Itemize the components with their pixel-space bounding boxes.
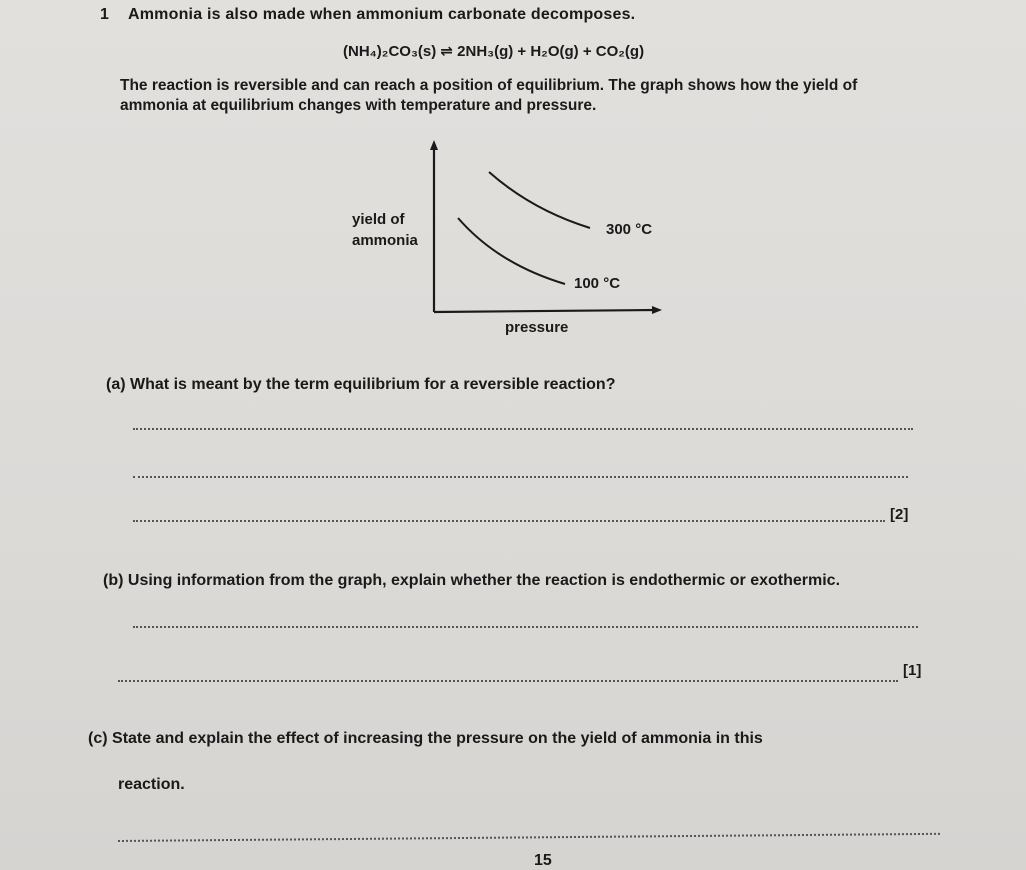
question-number: 1 bbox=[100, 6, 109, 23]
x-axis bbox=[434, 310, 654, 312]
part-a-label: (a) bbox=[106, 376, 126, 393]
part-b-question bbox=[103, 572, 840, 590]
x-axis-label: pressure bbox=[505, 319, 569, 336]
part-a-question bbox=[106, 376, 615, 394]
series-line-100c bbox=[458, 218, 565, 284]
question-stem: Ammonia is also made when ammonium carbonate decomposes. bbox=[128, 6, 636, 23]
part-a-text: What is meant by the term equilibrium for a reversible reaction? bbox=[130, 376, 616, 393]
marks-b: [1] bbox=[903, 662, 922, 679]
part-b-text: Using information from the graph, explain whether the reaction is endothermic or exothermic. bbox=[127, 572, 841, 589]
page-number: 15 bbox=[534, 852, 552, 869]
y-axis-label-line1: yield of bbox=[352, 211, 405, 228]
answer-line-b1[interactable] bbox=[133, 626, 918, 628]
series-line-300c bbox=[489, 172, 590, 228]
part-c-question bbox=[88, 730, 763, 748]
marks-a: [2] bbox=[890, 506, 909, 523]
x-axis-arrow bbox=[652, 306, 662, 314]
y-axis-label-line2: ammonia bbox=[352, 232, 418, 249]
answer-line-b2[interactable] bbox=[118, 680, 898, 682]
answer-line-a2[interactable] bbox=[133, 476, 908, 478]
answer-line-a3[interactable] bbox=[133, 520, 885, 522]
part-c-text-line1: State and explain the effect of increasing the pressure on the yield of ammonia in this bbox=[112, 730, 763, 747]
series-label-100c: 100 °C bbox=[574, 275, 621, 292]
part-c-text-line2: reaction. bbox=[118, 776, 185, 793]
series-label-300c: 300 °C bbox=[606, 221, 653, 238]
y-axis-arrow bbox=[430, 140, 438, 150]
question-description: The reaction is reversible and can reach a position of equilibrium. The graph shows how the yield of ammonia at equilibrium changes with temperature and pressure. bbox=[120, 77, 858, 114]
chemical-equation: (NH₄)₂CO₃(s) ⇌ 2NH₃(g) + H₂O(g) + CO₂(g) bbox=[343, 43, 645, 60]
part-b-label: (b) bbox=[103, 572, 124, 589]
part-c-label: (c) bbox=[88, 730, 108, 747]
answer-line-a1[interactable] bbox=[133, 428, 913, 430]
